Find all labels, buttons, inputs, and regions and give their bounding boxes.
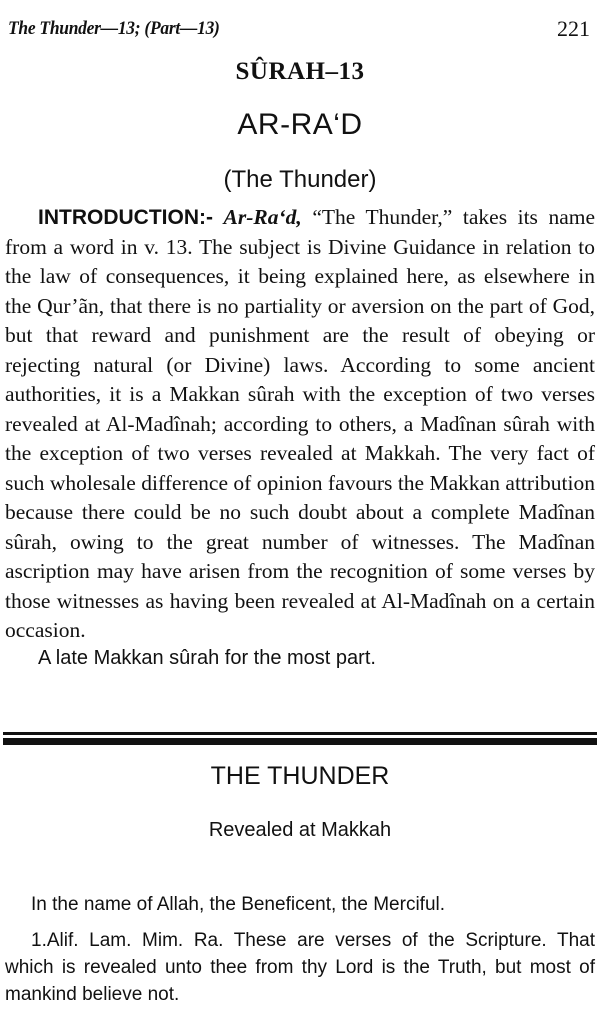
introduction-body: “The Thunder,” takes its name from a word in v. 13. The subject is Divine Guidance in relation to the law of consequences, it being explained here, as elsewhere in the Qur’ãn, that there is no partiality or aversion on the part of God, but that reward and punishment are the result of obeying or rejecting natural (or Divine) laws. According to some ancient authorities, it is a Makkan sûrah with the exception of two verses revealed at Al-Madînah; according to others, a Madînan sûrah with the exception of two verses revealed at Makkah. The very fact of such wholesale difference of opinion favours the Makkan attribution because there could be no such doubt about a complete Madînan sûrah, owing to the great number of witnesses. The Madînan ascription may have arisen from the recognition of some verses by those witnesses as having been revealed at Al-Madînah on a certain occasion. bbox=[5, 205, 596, 642]
introduction-term: Ar-Ra‘d, bbox=[223, 205, 302, 229]
running-title: The Thunder—13; (Part—13) bbox=[8, 18, 220, 39]
surah-name: AR-RA‘D bbox=[237, 108, 363, 141]
section-title: THE THUNDER bbox=[210, 762, 390, 790]
invocation-line: In the name of Allah, the Beneficent, the Merciful. bbox=[31, 894, 446, 915]
section-subtitle: Revealed at Makkah bbox=[208, 819, 392, 841]
section-divider bbox=[3, 732, 597, 745]
running-header bbox=[6, 12, 594, 42]
page-number: 221 bbox=[557, 16, 590, 41]
surah-number-heading: SÛRAH–13 bbox=[235, 58, 365, 85]
introduction-label: INTRODUCTION:- bbox=[38, 206, 213, 229]
introduction-paragraph bbox=[5, 203, 595, 646]
divider-thick-rule bbox=[3, 738, 597, 745]
verse-1: 1.Alif. Lam. Mim. Ra. These are verses of the Scripture. That which is revealed unto thee from thy Lord is the Truth, but most of mankind believe not. bbox=[5, 930, 595, 1005]
surah-english-name: (The Thunder) bbox=[223, 166, 377, 193]
introduction-note: A late Makkan sûrah for the most part. bbox=[38, 647, 376, 669]
